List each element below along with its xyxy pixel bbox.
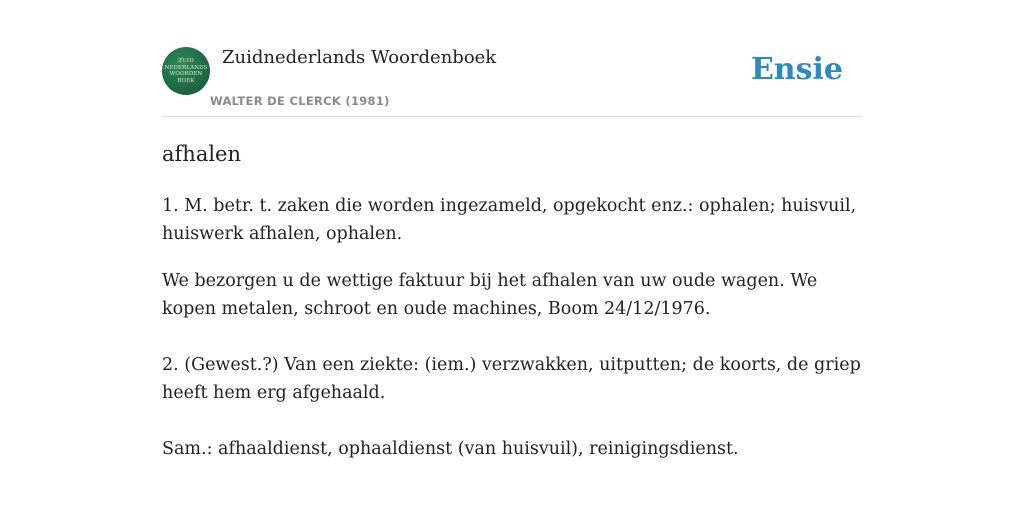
definition-paragraph: 1. M. betr. t. zaken die worden ingezameld, opgekocht enz.: ophalen; huisvuil, huiswerk afhalen, ophalen. (162, 196, 857, 244)
book-title-link[interactable]: Zuidnederlands Woordenboek (222, 47, 497, 68)
logo-text-line: NEDERLANDS (164, 64, 208, 71)
logo-text-line: BOEK (177, 77, 195, 84)
book-cover-logo[interactable] (162, 47, 210, 95)
example-paragraph: We bezorgen u de wettige faktuur bij het afhalen van uw oude wagen. We kopen metalen, schroot en oude machines, Boom 24/12/1976. (162, 271, 818, 319)
ensie-brand-link[interactable]: Ensie (750, 52, 843, 87)
definition-paragraph: 2. (Gewest.?) Van een ziekte: (iem.) verzwakken, uitputten; de koorts, de griep heeft hem erg afgehaald. (162, 355, 861, 403)
related-terms-paragraph: Sam.: afhaaldienst, ophaaldienst (van huisvuil), reinigingsdienst. (162, 439, 739, 459)
logo-text-line: ZUID (178, 58, 194, 64)
logo-text-line: WOORDEN (169, 71, 203, 77)
book-author: WALTER DE CLERCK (1981) (210, 94, 390, 108)
header (162, 0, 862, 117)
entry-headword: afhalen (162, 142, 242, 166)
page (162, 0, 862, 459)
